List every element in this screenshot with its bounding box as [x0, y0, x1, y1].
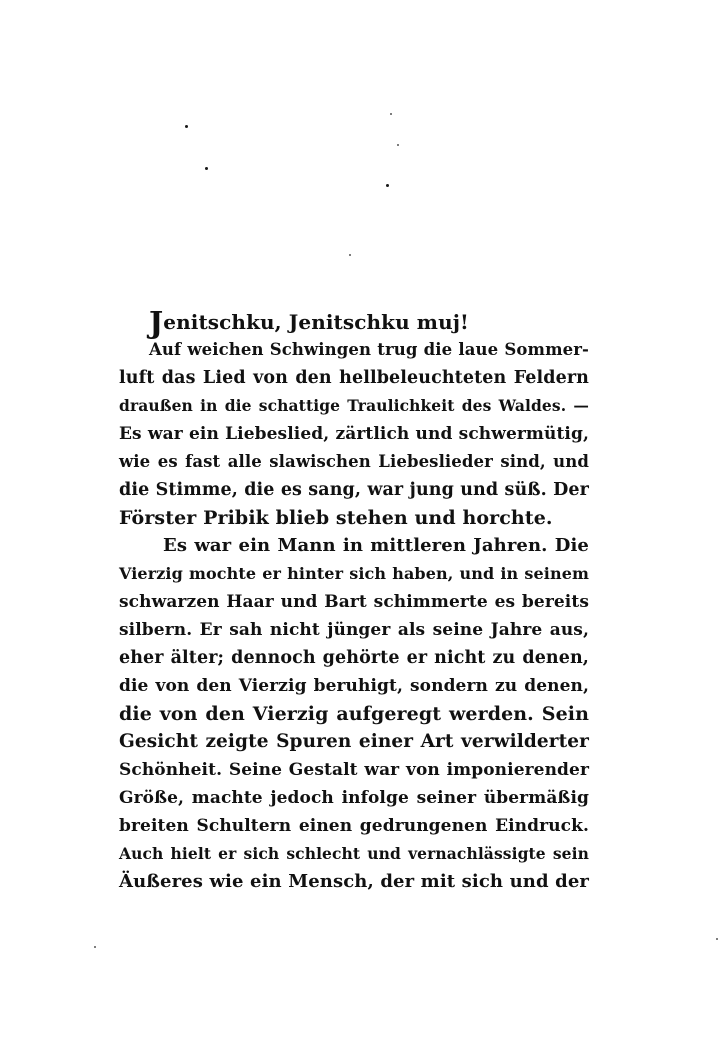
text-line: Es war ein Mann in mittleren Jahren. Die: [163, 535, 589, 556]
text-line: die von den Vierzig aufgeregt werden. Sein: [119, 703, 589, 725]
text-line: Förster Pribik blieb stehen und horchte.: [119, 507, 553, 529]
text-line: Vierzig mochte er hinter sich haben, und in seinem: [119, 564, 589, 583]
chapter-opening-line: [119, 306, 589, 341]
scan-speck: [386, 184, 389, 187]
text-line: draußen in die schattige Traulichkeit des Waldes. —: [119, 396, 589, 415]
text-line: schwarzen Haar und Bart schimmerte es bereits: [119, 592, 589, 612]
text-line: silbern. Er sah nicht jünger als seine Jahre aus,: [119, 620, 589, 640]
body-text: [119, 308, 589, 896]
scan-speck: [185, 125, 188, 128]
text-line: luft das Lied von den hellbeleuchteten Feldern: [119, 368, 589, 388]
text-line: die Stimme, die es sang, war jung und süß. Der: [119, 480, 589, 500]
scan-speck: [390, 113, 392, 115]
text-line: breiten Schultern einen gedrungenen Eindruck.: [119, 816, 589, 836]
text-line: Schönheit. Seine Gestalt war von imponierender: [119, 760, 589, 780]
text-line: die von den Vierzig beruhigt, sondern zu denen,: [119, 676, 589, 696]
scan-speck: [716, 938, 718, 940]
text-line: wie es fast alle slawischen Liebeslieder sind, und: [119, 452, 589, 471]
drop-initial: J: [149, 306, 164, 341]
scan-speck: [94, 946, 96, 948]
scan-speck: [397, 144, 399, 146]
text-line: Auf weichen Schwingen trug die laue Sommer-: [149, 340, 589, 359]
scan-speck: [349, 254, 351, 256]
scan-speck: [205, 167, 208, 170]
text-line: Es war ein Liebeslied, zärtlich und schwermütig,: [119, 424, 589, 444]
text-line: Größe, machte jedoch infolge seiner übermäßig: [119, 788, 589, 808]
text-line: Gesicht zeigte Spuren einer Art verwilderter: [119, 731, 589, 752]
text-line: eher älter; dennoch gehörte er nicht zu denen,: [119, 648, 589, 668]
text-line: Auch hielt er sich schlecht und vernachlässigte sein: [119, 844, 589, 863]
text-line: Äußeres wie ein Mensch, der mit sich und der: [119, 871, 589, 892]
opening-text: enitschku, Jenitschku muj!: [163, 310, 469, 334]
